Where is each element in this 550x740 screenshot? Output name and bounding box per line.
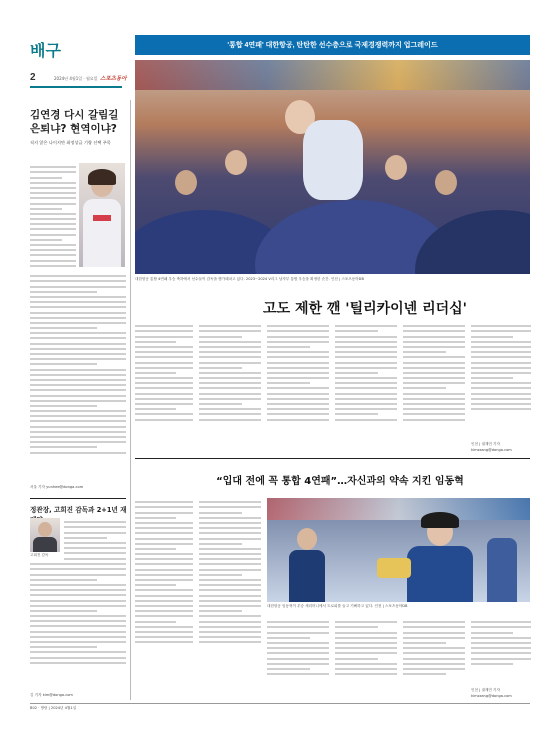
article3-col-3 <box>267 618 329 698</box>
article1-subhead: 직지 않은 나이지만 최정상급 기량 선택 주목 <box>30 140 111 145</box>
celebration-photo <box>135 60 530 274</box>
article4-byline: 김 기자 kim@donga.com <box>30 693 73 697</box>
footer-text: B02 · 명랑 | 2024년 4월1일 <box>30 706 77 710</box>
article3-col-2 <box>199 498 261 698</box>
article2-headline: 고도 제한 깬 '틸리카이넨 리더십' <box>263 301 467 317</box>
article3-byline: 인천 | 권재민 기자 kimzzang@donga.com <box>471 688 512 698</box>
article2-col-6 <box>471 322 531 440</box>
article2-col-2 <box>199 322 261 452</box>
article3-col-5 <box>403 618 465 698</box>
article1-body-top <box>30 163 76 271</box>
section-title: 배구 <box>30 43 61 60</box>
kim-yeonkyung-photo <box>79 163 125 267</box>
lim-donghyuk-photo <box>267 498 530 602</box>
article3-headline: “입대 전에 꼭 통합 4연패”…자신과의 약속 지킨 임동혁 <box>216 476 464 487</box>
article4-body-2 <box>30 560 126 694</box>
article3-col-4 <box>335 618 397 698</box>
page-number: 2 <box>30 72 36 83</box>
article3-col-1 <box>135 498 193 698</box>
ko-heejin-photo <box>30 518 60 552</box>
article2-col-3 <box>267 322 329 452</box>
article3-col-6 <box>471 618 531 686</box>
article1-byline: 서울 기자 yunhee@donga.com <box>30 485 84 489</box>
top-banner-text: '통합 4연패' 대한항공, 탄탄한 선수층으로 국제경쟁력까지 업그레이드 <box>227 42 438 49</box>
issue-date: 2024년 4월1일 · 월요일 <box>54 76 98 81</box>
article1-body <box>30 272 126 472</box>
article3-rule <box>135 458 530 459</box>
header-rule <box>30 86 122 88</box>
article4-headline: 정관장, 고희진 감독과 2+1년 재 <box>30 506 127 514</box>
photo2-caption: 대한항공 임동혁이 우승 세리머니에서 트로피를 들고 기뻐하고 있다. 인천 | 스포츠동아DB <box>267 604 408 608</box>
column-divider <box>130 100 131 700</box>
portrait-label: 고희진 감독 <box>30 553 49 557</box>
photo1-caption: 대한항공 통합 4연패 우승 축하에서 선수들이 감독을 헹가래치고 있다. 2023~2024 V리그 남자부 통합 우승을 확정한 순간. 인천 | 스포츠동아DB <box>135 277 364 281</box>
article-kim-yeonkyung <box>30 108 127 146</box>
article1-headline-2: 은퇴냐? 현역이냐? <box>30 123 117 135</box>
article4-rule <box>30 498 126 499</box>
article2-col-4 <box>335 322 397 452</box>
article1-headline-1: 김연경 다시 갈림길 <box>30 109 119 121</box>
footer-rule <box>30 703 530 704</box>
article2-byline: 인천 | 권재민 기자 kimzzang@donga.com <box>471 442 512 452</box>
section-header <box>30 38 90 68</box>
article2-col-1 <box>135 322 193 452</box>
article2-col-5 <box>403 322 465 452</box>
brand-logo: 스포츠동아 <box>100 76 127 82</box>
top-banner <box>135 35 530 55</box>
